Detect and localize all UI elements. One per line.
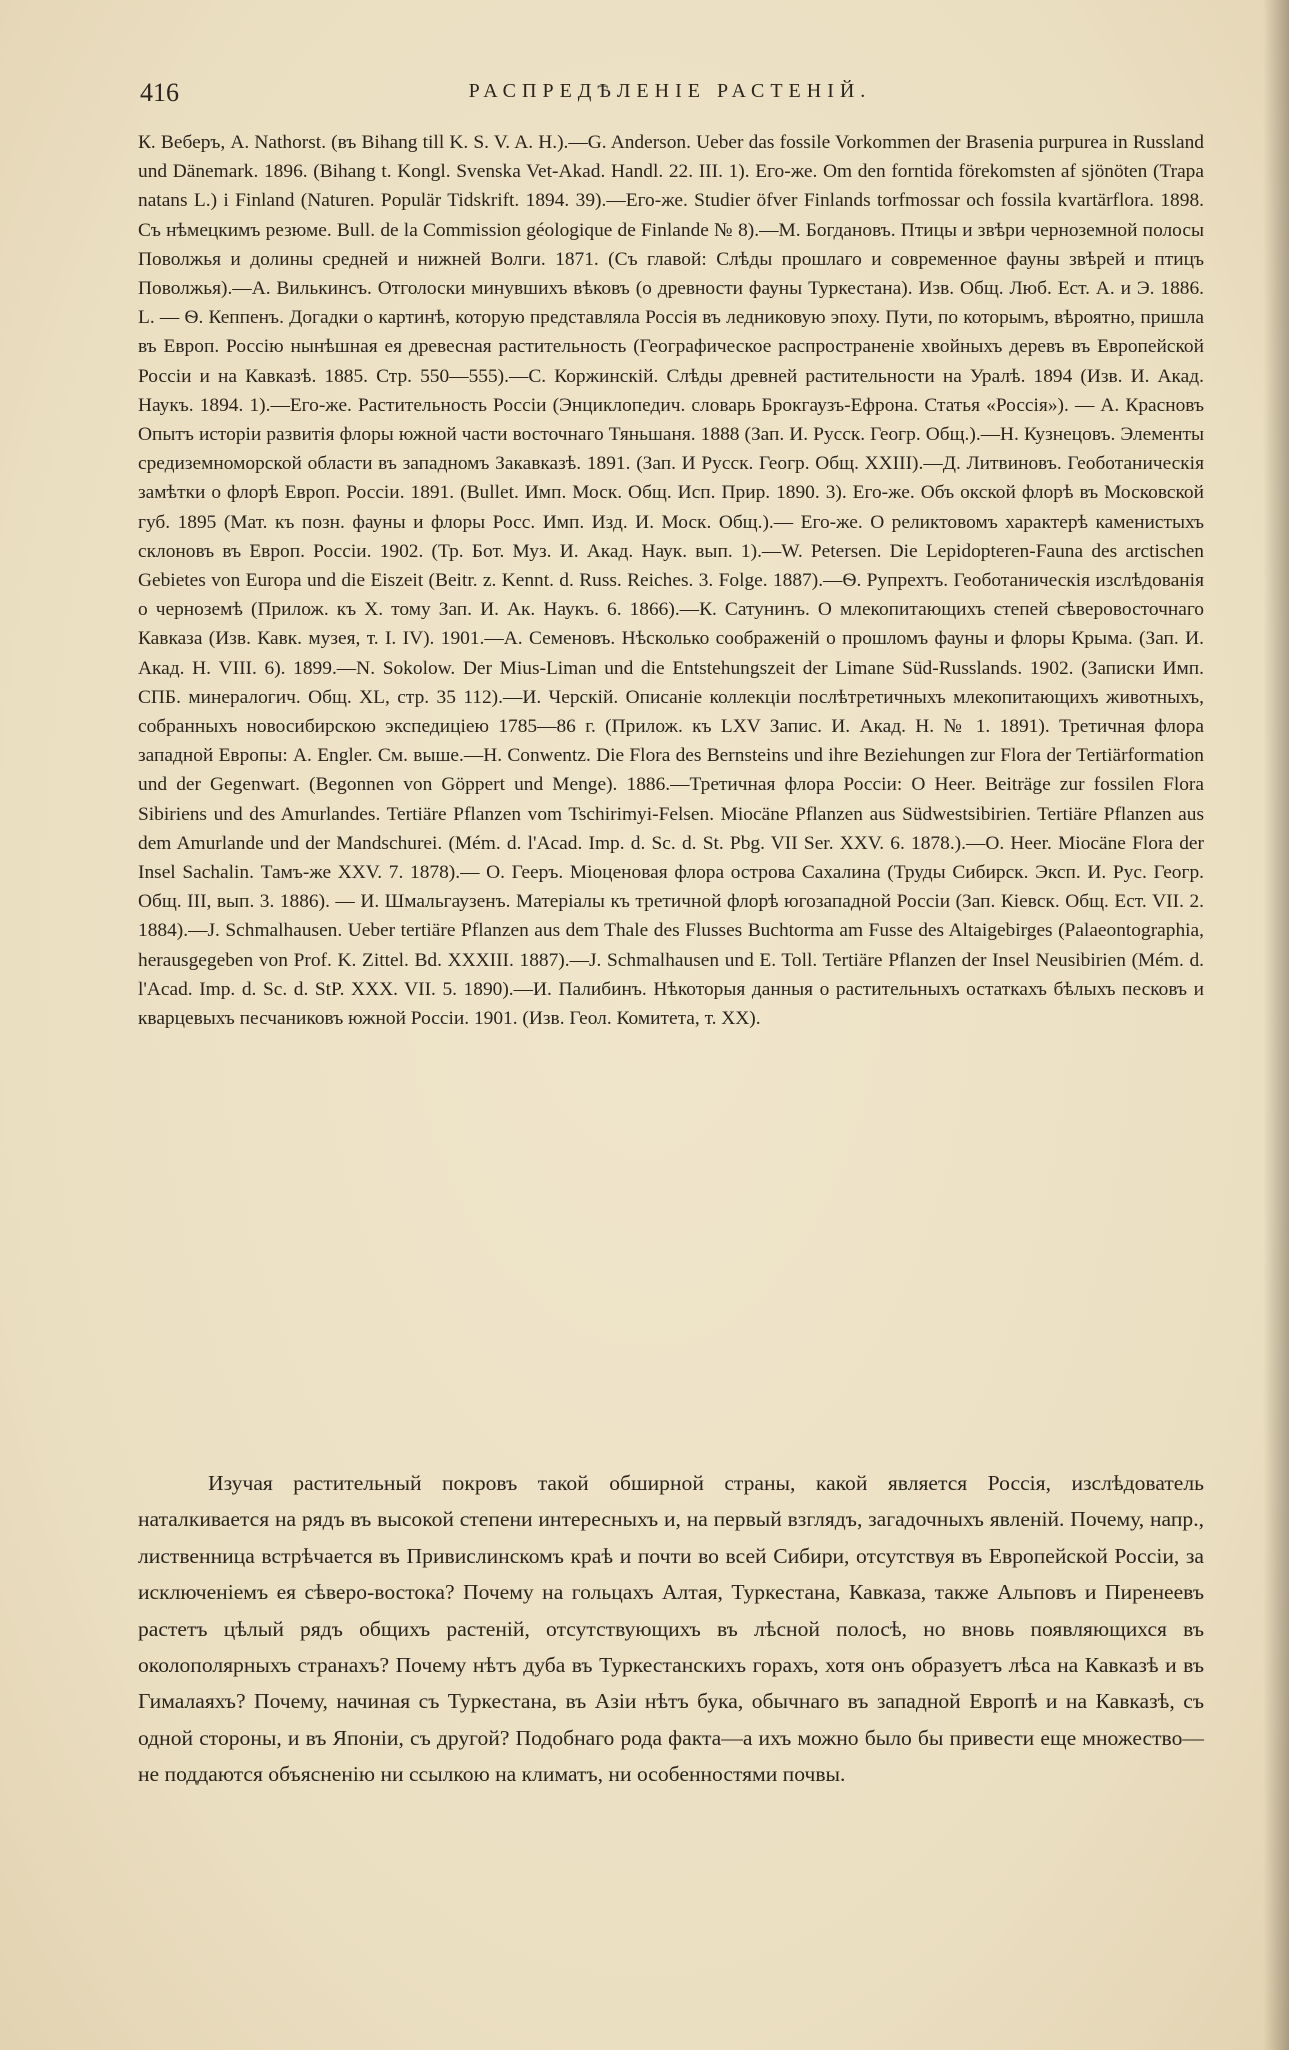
running-title: РАСПРЕДѢЛЕНІЕ РАСТЕНІЙ. — [468, 80, 872, 102]
bibliography-block: К. Веберъ, А. Nathorst. (въ Bihang till K. S. V. A. H.).—G. Anderson. Ueber das fossile Vorkommen der Brasenia purpurea in Russland und Dänemark. 1896. (Bihang t. Kongl. Svenska Vet-Akad. Handl. 22. III. 1). Его-же. Om den forntida förekomsten af sjönöten (Trapa natans L.) i Finland (Naturen. Populär Tidskrift. 1894. 39).—Его-же. Studier öfver Finlands torfmossar och fossila kvartärflora. 1898. Съ нѣмецкимъ резюме. Bull. de la Commission géologique de Finlande № 8).—М. Богдановъ. Птицы и звѣри черноземной полосы Поволжья и долины средней и нижней Волги. 1871. (Съ главой: Слѣды прошлаго и современное фауны звѣрей и птицъ Поволжья).—А. Вилькинсъ. Отголоски минувшихъ вѣковъ (о древности фауны Туркестана). Изв. Общ. Люб. Ест. А. и Э. 1886. L. — Ѳ. Кеппенъ. Догадки о картинѣ, которую представляла Россія въ ледниковую эпоху. Пути, по которымъ, вѣроятно, пришла въ Европ. Россію нынѣшная ея древесная растительность (Географическое распространеніе хвойныхъ деревъ въ Европейской Россіи и на Кавказѣ. 1885. Стр. 550—555).—С. Коржинскій. Слѣды древней растительности на Уралѣ. 1894 (Изв. И. Акад. Наукъ. 1894. 1).—Его-же. Растительность Россіи (Энциклопедич. словарь Брокгаузъ-Ефрона. Статья «Россія»). — А. Красновъ Опытъ исторіи развитія флоры южной части восточнаго Тяньшаня. 1888 (Зап. И. Русск. Геогр. Общ.).—Н. Кузнецовъ. Элементы средиземноморской области въ западномъ Закавказѣ. 1891. (Зап. И Русск. Геогр. Общ. XXIII).—Д. Литвиновъ. Геоботаническія замѣтки о флорѣ Европ. Россіи. 1891. (Bullet. Имп. Моск. Общ. Исп. Прир. 1890. 3). Его-же. Объ окской флорѣ въ Московской губ. 1895 (Мат. къ позн. фауны и флоры Росс. Имп. Изд. И. Моск. Общ.).— Его-же. О реликтовомъ характерѣ каменистыхъ склоновъ въ Европ. Россіи. 1902. (Тр. Бот. Муз. И. Акад. Наук. вып. 1).—W. Petersen. Die Lepidopteren-Fauna des arctischen Gebietes von Europa und die Eiszeit (Beitr. z. Kennt. d. Russ. Reiches. 3. Folge. 1887).—Ѳ. Рупрехтъ. Геоботаническія изслѣдованія о черноземѣ (Прилож. къ X. тому Зап. И. Ак. Наукъ. 6. 1866).—К. Сатунинъ. О млекопитающихъ степей сѣверовосточнаго Кавказа (Изв. Кавк. музея, т. I. IV). 1901.—А. Семеновъ. Нѣсколько соображеній о прошломъ фауны и флоры Крыма. (Зап. И. Акад. Н. VIII. 6). 1899.—N. Sokolow. Der Mius-Liman und die Entstehungszeit der Limane Süd-Russlands. 1902. (Записки Имп. СПБ. минералогич. Общ. XL, стр. 35 112).—И. Черскій. Описаніе коллекціи послѣтретичныхъ млекопитающихъ животныхъ, собранныхъ новосибирскою экспедиціею 1785—86 г. (Прилож. къ LXV Запис. И. Акад. Н. № 1. 1891). Третичная флора западной Европы: A. Engler. См. выше.—H. Conwentz. Die Flora des Bernsteins und ihre Beziehungen zur Flora der Tertiärformation und der Gegenwart. (Begonnen von Göppert und Menge). 1886.—Третичная флора Россіи: O Heer. Beiträge zur fossilen Flora Sibiriens und des Amurlandes. Tertiäre Pflanzen vom Tschirimyi-Felsen. Miocäne Pflanzen aus Südwestsibirien. Tertiäre Pflanzen aus dem Amurlande und der Mandschurei. (Mém. d. l'Acad. Imp. d. Sc. d. St. Pbg. VII Ser. XXV. 6. 1878.).—О. Heer. Miocäne Flora der Insel Sachalin. Тамъ-же XXV. 7. 1878).— О. Гееръ. Міоценовая флора острова Сахалина (Труды Сибирск. Эксп. И. Рус. Геогр. Общ. III, вып. 3. 1886). — И. Шмальгаузенъ. Матеріалы къ третичной флорѣ югозападной Россіи (Зап. Кіевск. Общ. Ест. VII. 2. 1884).—J. Schmalhausen. Ueber tertiäre Pflanzen aus dem Thale des Flusses Buchtorma am Fusse des Altaigebirges (Palaeontographia, herausgegeben von Prof. K. Zittel. Bd. XXXIII. 1887).—J. Schmalhausen und E. Toll. Tertiäre Pflanzen der Insel Neusibirien (Mém. d. l'Acad. Imp. d. Sc. d. StP. XXX. VII. 5. 1890).—И. Палибинъ. Нѣкоторыя данныя о растительныхъ остаткахъ бѣлыхъ песковъ и кварцевыхъ песчаниковъ южной Россіи. 1901. (Изв. Геол. Комитета, т. XX). — [138, 132, 1204, 1030]
page-number: 416 — [140, 78, 179, 107]
body-paragraph: Изучая растительный покровъ такой обширной страны, какой является Россія, изслѣдователь наталкивается на рядъ въ высокой степени интересныхъ и, на первый взглядъ, загадочныхъ явленій. Почему, напр., лиственница встрѣчается въ Привислинскомъ краѣ и почти во всей Сибири, отсутствуя въ Европейской Россіи, за исключеніемъ ея сѣверо-востока? Почему на гольцахъ Алтая, Туркестана, Кавказа, также Альповъ и Пиренеевъ растетъ цѣлый рядъ общихъ растеній, отсутствующихъ въ лѣсной полосѣ, но вновь появляющихся въ околополярныхъ странахъ? Почему нѣтъ дуба въ Туркестанскихъ горахъ, хотя онъ образуетъ лѣса на Кавказѣ и въ Гималаяхъ? Почему, начиная съ Туркестана, въ Азіи нѣтъ бука, обычнаго въ западной Европѣ и на Кавказѣ, съ одной стороны, и въ Японіи, съ другой? Подобнаго рода факта—а ихъ можно было бы привести еще множество—не поддаются объясненію ни ссылкою на климатъ, ни особенностями почвы. — [138, 1471, 1204, 1787]
page-header — [140, 78, 1200, 118]
page-edge-shadow — [1263, 0, 1289, 2050]
